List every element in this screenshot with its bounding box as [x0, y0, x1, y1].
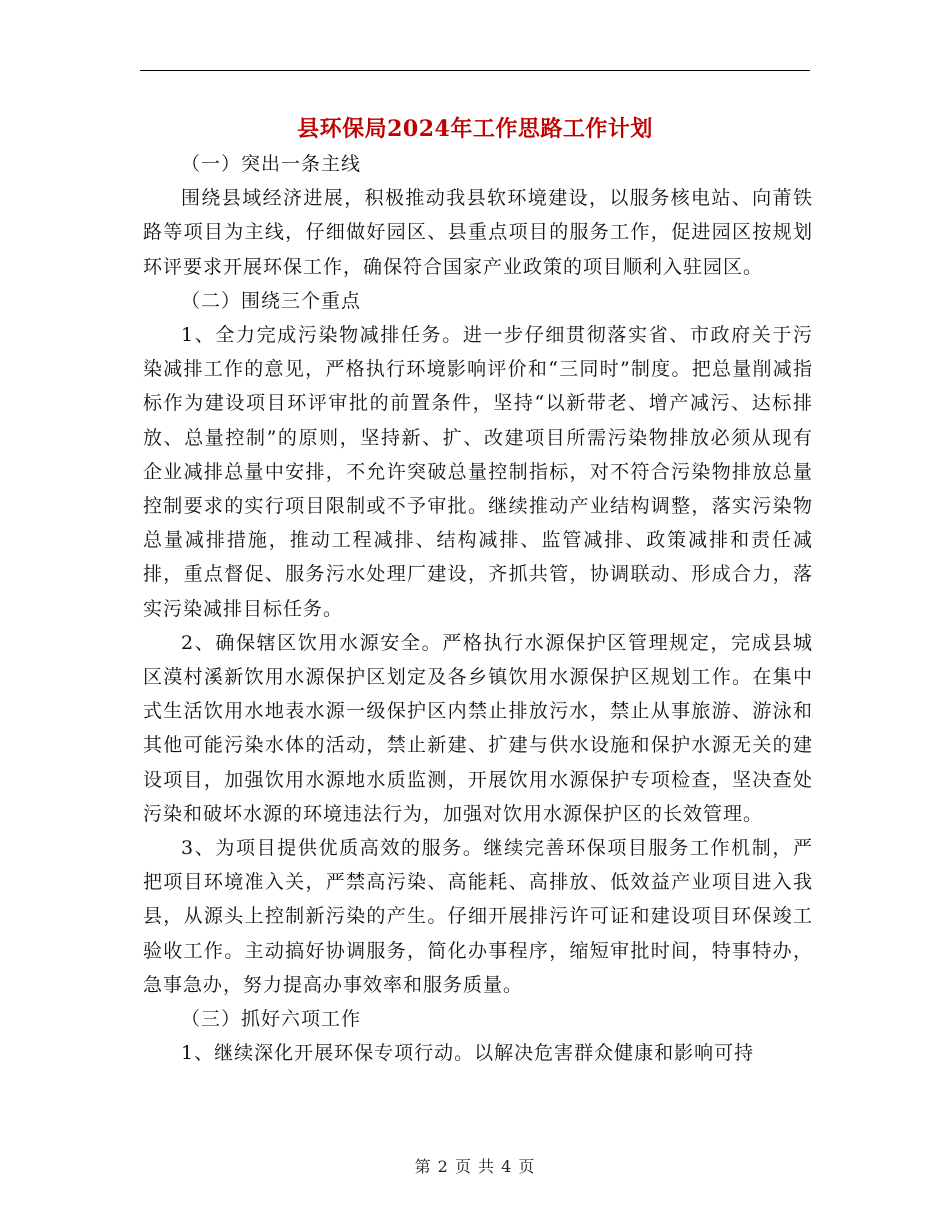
document-title: 县环保局2024年工作思路工作计划 [297, 116, 653, 142]
header-rule [140, 70, 810, 71]
paragraph-water-source: 2、确保辖区饮用水源安全。严格执行水源保护区管理规定，完成县城区漠村溪新饮用水源保护区划定及各乡镇饮用水源保护区规划工作。在集中式生活饮用水地表水源一级保护区内禁止排放污水，禁止从事旅游、游泳和其他可能污染水体的活动，禁止新建、扩建与供水设施和保护水源无关的建设项目，加强饮用水源地水质监测，开展饮用水源保护专项检查，坚决查处污染和破坏水源的环境违法行为，加强对饮用水源保护区的长效管理。 [143, 631, 813, 825]
page-number: 第 2 页 共 4 页 [414, 1157, 536, 1176]
section-heading-3: （三）抓好六项工作 [181, 1008, 362, 1031]
paragraph-special-action: 1、继续深化开展环保专项行动。以解决危害群众健康和影响可持 [181, 1042, 755, 1065]
document-body [143, 147, 813, 1070]
paragraph-emission-reduction: 1、全力完成污染物减排任务。进一步仔细贯彻落实省、市政府关于污染减排工作的意见，严格执行环境影响评价和“三同时”制度。把总量削减指标作为建设项目环评审批的前置条件，坚持“以新带老、增产减污、达标排放、总量控制”的原则，坚持新、扩、改建项目所需污染物排放必须从现有企业减排总量中安排，不允许突破总量控制指标，对不符合污染物排放总量控制要求的实行项目限制或不予审批。继续推动产业结构调整，落实污染物总量减排措施，推动工程减排、结构减排、监管减排、政策减排和责任减排，重点督促、服务污水处理厂建设，齐抓共管，协调联动、形成合力，落实污染减排目标任务。 [143, 324, 813, 620]
section-heading-1: （一）突出一条主线 [181, 153, 362, 175]
paragraph-main-line: 围绕县域经济进展，积极推动我县软环境建设，以服务核电站、向莆铁路等项目为主线，仔细做好园区、县重点项目的服务工作，促进园区按规划环评要求开展环保工作，确保符合国家产业政策的项目顺利入驻园区。 [143, 187, 813, 278]
paragraph-project-service: 3、为项目提供优质高效的服务。继续完善环保项目服务工作机制，严把项目环境准入关，严禁高污染、高能耗、高排放、低效益产业项目进入我县，从源头上控制新污染的产生。仔细开展排污许可证和建设项目环保竣工验收工作。主动搞好协调服务，简化办事程序，缩短审批时间，特事特办，急事急办，努力提高办事效率和服务质量。 [143, 837, 813, 996]
section-heading-2: （二）围绕三个重点 [181, 289, 362, 312]
